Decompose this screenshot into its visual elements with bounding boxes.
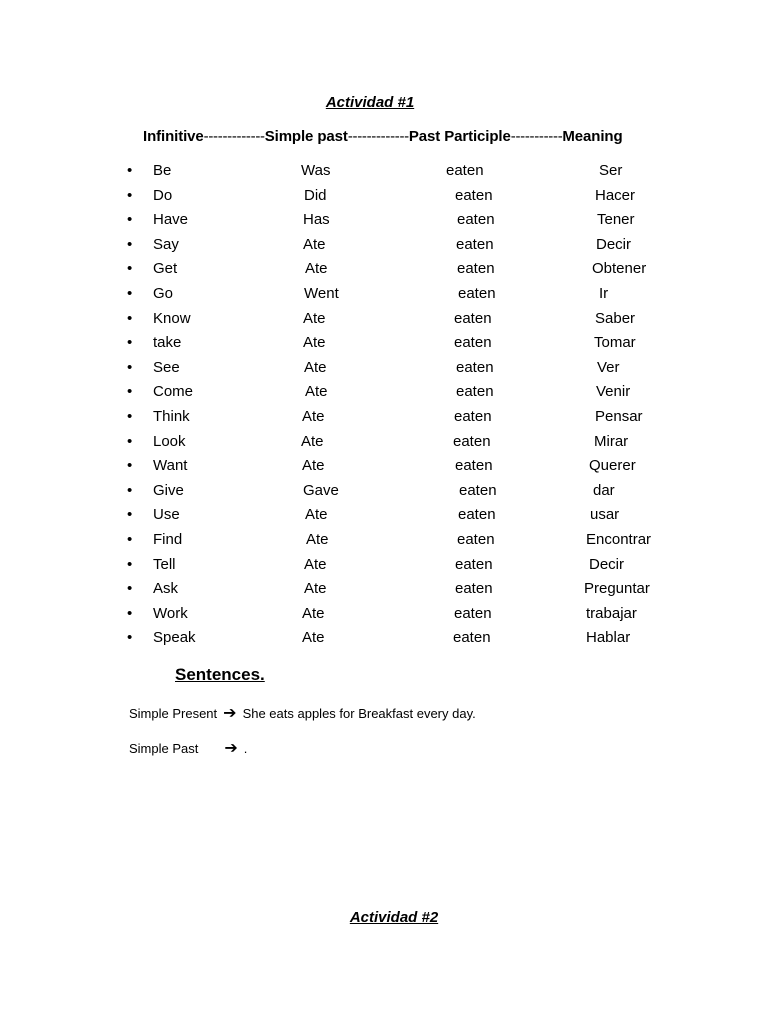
bullet-icon: • <box>127 629 133 647</box>
verb-infinitive: Do <box>153 186 173 204</box>
verb-infinitive: Give <box>153 481 184 499</box>
verb-simple-past: Ate <box>302 408 325 425</box>
verb-past-participle: eaten <box>453 432 491 450</box>
verb-row <box>0 605 768 629</box>
verb-simple-past: Gave <box>303 481 339 499</box>
bullet-icon: • <box>127 457 133 475</box>
verb-meaning: Pensar <box>595 408 643 425</box>
verb-past-participle: eaten <box>457 531 495 548</box>
verb-simple-past: Ate <box>306 531 329 548</box>
simple-past-label: Simple Past <box>129 741 199 756</box>
verb-simple-past: Ate <box>304 580 327 598</box>
verb-past-participle: eaten <box>453 629 491 647</box>
verb-simple-past: Ate <box>303 334 326 352</box>
simple-present-label: Simple Present <box>129 706 218 721</box>
verb-infinitive: Speak <box>153 629 196 647</box>
verb-meaning: Tener <box>597 211 635 229</box>
verb-meaning: Querer <box>589 457 636 475</box>
verb-row <box>0 556 768 580</box>
verb-row <box>0 260 768 284</box>
verb-simple-past: Ate <box>305 506 328 524</box>
bullet-icon: • <box>127 235 133 253</box>
header-dash: ------------- <box>347 128 409 145</box>
verb-past-participle: eaten <box>459 481 497 499</box>
verb-simple-past: Ate <box>302 604 325 622</box>
verb-past-participle: eaten <box>446 162 484 179</box>
verb-row <box>0 580 768 604</box>
verb-simple-past: Did <box>304 186 327 204</box>
header-dash: ------------- <box>203 128 265 145</box>
simple-present-text: She eats apples for Breakfast every day. <box>242 706 476 721</box>
bullet-icon: • <box>127 432 133 450</box>
verb-simple-past: Ate <box>304 358 327 376</box>
verb-meaning: Encontrar <box>586 531 652 548</box>
bullet-icon: • <box>127 604 133 622</box>
arrow-right-icon: ➔ <box>223 705 237 722</box>
bullet-icon: • <box>127 260 133 278</box>
verb-meaning: Saber <box>595 309 636 327</box>
bullet-icon: • <box>127 580 133 598</box>
verb-infinitive: Ask <box>153 580 179 598</box>
verb-row <box>0 236 768 260</box>
bullet-icon: • <box>127 481 133 499</box>
activity-1-title: Actividad #1 <box>325 94 415 111</box>
verb-meaning: trabajar <box>586 604 637 622</box>
bullet-icon: • <box>127 555 133 573</box>
verb-past-participle: eaten <box>458 285 496 302</box>
header-dash: ----------- <box>510 128 563 145</box>
verb-meaning: Ser <box>599 162 623 179</box>
bullet-icon: • <box>127 358 133 376</box>
verb-row <box>0 408 768 432</box>
verb-row <box>0 310 768 334</box>
header-infinitive: Infinitive <box>143 128 204 145</box>
verb-simple-past: Has <box>303 211 330 229</box>
verb-infinitive: See <box>153 358 180 376</box>
verb-infinitive: Work <box>153 604 188 622</box>
verb-past-participle: eaten <box>455 457 493 475</box>
verb-meaning: Ver <box>597 358 620 376</box>
verb-meaning: Venir <box>596 383 631 401</box>
verb-simple-past: Ate <box>305 383 328 401</box>
verb-meaning: Obtener <box>592 260 647 278</box>
verb-meaning: Mirar <box>594 432 629 450</box>
verb-row <box>0 433 768 457</box>
verb-simple-past: Ate <box>302 629 325 647</box>
verb-meaning: Tomar <box>594 334 636 352</box>
verb-infinitive: Want <box>153 457 188 475</box>
simple-past-sentence <box>129 738 247 758</box>
verb-row <box>0 629 768 653</box>
verb-simple-past: Was <box>301 162 331 179</box>
verb-simple-past: Ate <box>301 432 324 450</box>
bullet-icon: • <box>127 309 133 327</box>
verb-infinitive: take <box>153 334 182 352</box>
bullet-icon: • <box>127 162 133 179</box>
verb-row <box>0 531 768 555</box>
verb-past-participle: eaten <box>455 186 493 204</box>
bullet-icon: • <box>127 506 133 524</box>
verb-past-participle: eaten <box>455 580 493 598</box>
verb-simple-past: Ate <box>305 260 328 278</box>
verb-row <box>0 334 768 358</box>
simple-present-sentence <box>129 703 476 723</box>
verb-simple-past: Ate <box>302 457 325 475</box>
verb-row <box>0 506 768 530</box>
verb-infinitive: Use <box>153 506 180 524</box>
header-simple-past: Simple past <box>264 128 348 145</box>
bullet-icon: • <box>127 186 133 204</box>
verb-row <box>0 457 768 481</box>
verb-row <box>0 211 768 235</box>
verb-meaning: Decir <box>589 555 625 573</box>
simple-past-text: . <box>243 741 248 756</box>
activity-2-title: Actividad #2 <box>349 909 439 926</box>
verb-infinitive: Know <box>153 309 191 327</box>
verb-past-participle: eaten <box>454 309 492 327</box>
bullet-icon: • <box>127 211 133 229</box>
arrow-right-icon: ➔ <box>224 740 238 757</box>
verb-infinitive: Be <box>153 162 172 179</box>
verb-meaning: Hacer <box>595 186 636 204</box>
bullet-icon: • <box>127 408 133 425</box>
verb-row <box>0 187 768 211</box>
verb-past-participle: eaten <box>454 604 492 622</box>
verb-infinitive: Look <box>153 432 186 450</box>
verb-simple-past: Went <box>304 285 339 302</box>
verb-meaning: Decir <box>596 235 632 253</box>
verb-past-participle: eaten <box>457 211 495 229</box>
verb-simple-past: Ate <box>303 235 326 253</box>
header-past-participle: Past Participle <box>408 128 511 145</box>
verb-past-participle: eaten <box>456 235 494 253</box>
verb-row <box>0 162 768 186</box>
verb-past-participle: eaten <box>456 358 494 376</box>
bullet-icon: • <box>127 285 133 302</box>
verb-past-participle: eaten <box>454 408 492 425</box>
verb-meaning: dar <box>593 481 615 499</box>
sentences-heading: Sentences. <box>175 665 265 684</box>
verb-past-participle: eaten <box>454 334 492 352</box>
verb-simple-past: Ate <box>303 309 326 327</box>
verb-infinitive: Find <box>153 531 183 548</box>
verb-simple-past: Ate <box>304 555 327 573</box>
verb-past-participle: eaten <box>457 260 495 278</box>
bullet-icon: • <box>127 334 133 352</box>
verb-past-participle: eaten <box>456 383 494 401</box>
verb-infinitive: Tell <box>153 555 176 573</box>
verb-meaning: Hablar <box>586 629 631 647</box>
verb-infinitive: Think <box>153 408 190 425</box>
verb-row <box>0 482 768 506</box>
verb-row <box>0 383 768 407</box>
verb-past-participle: eaten <box>458 506 496 524</box>
header-meaning: Meaning <box>562 128 623 145</box>
bullet-icon: • <box>127 531 133 548</box>
verb-meaning: usar <box>590 506 620 524</box>
verb-infinitive: Go <box>153 285 174 302</box>
verb-infinitive: Come <box>153 383 194 401</box>
verb-meaning: Ir <box>599 285 609 302</box>
verb-row <box>0 359 768 383</box>
bullet-icon: • <box>127 383 133 401</box>
verb-meaning: Preguntar <box>584 580 650 598</box>
verb-past-participle: eaten <box>455 555 493 573</box>
verb-infinitive: Get <box>153 260 178 278</box>
verb-infinitive: Say <box>153 235 179 253</box>
verb-row <box>0 285 768 309</box>
verb-infinitive: Have <box>153 211 189 229</box>
